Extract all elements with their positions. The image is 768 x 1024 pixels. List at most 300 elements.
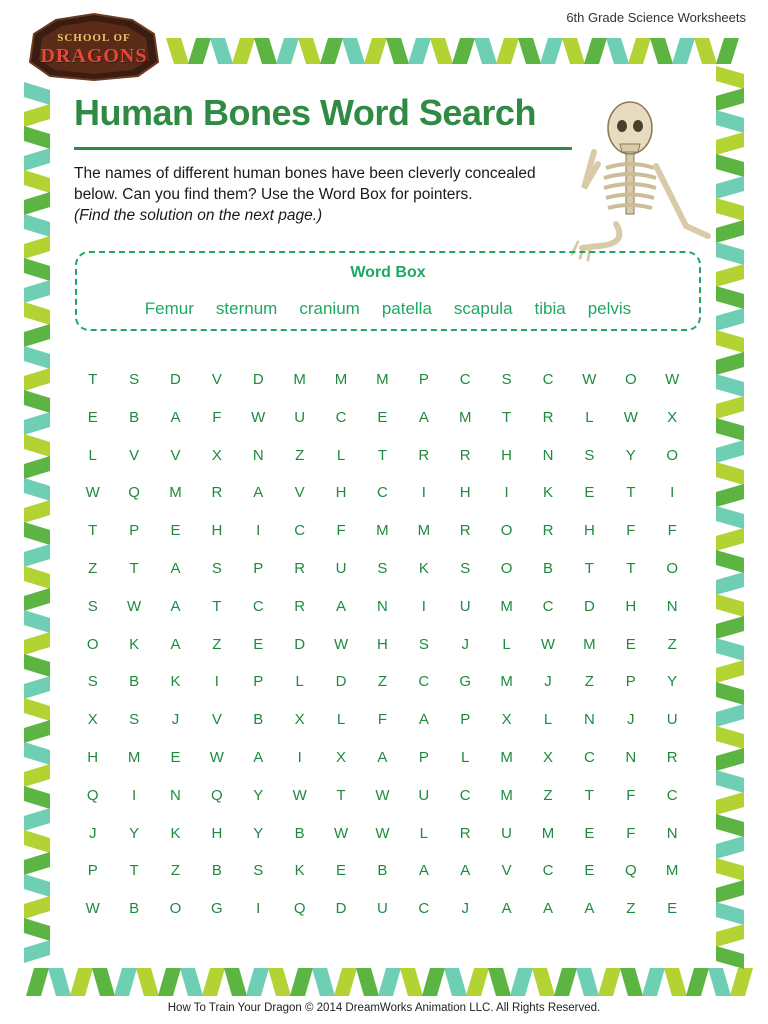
copyright-footer: How To Train Your Dragon © 2014 DreamWorks Animation LLC. All Rights Reserved. — [167, 1002, 601, 1014]
grid-row — [72, 483, 694, 521]
border-tile — [24, 368, 50, 391]
grid-letter[interactable]: E — [667, 900, 678, 918]
grid-letter[interactable]: E — [584, 824, 595, 842]
grid-letter[interactable]: U — [459, 597, 471, 615]
border-tile — [562, 38, 585, 64]
border-tile — [48, 968, 71, 996]
grid-letter[interactable]: J — [544, 673, 552, 691]
grid-letter[interactable]: S — [87, 673, 98, 691]
border-tile — [532, 968, 555, 996]
border-tile — [584, 38, 607, 64]
border-tile — [488, 968, 511, 996]
grid-letter[interactable]: H — [335, 484, 347, 502]
grid-letter[interactable]: T — [88, 371, 98, 388]
grid-letter[interactable]: M — [500, 673, 513, 691]
grid-letter[interactable]: F — [626, 522, 636, 540]
grid-letter[interactable]: F — [336, 522, 346, 540]
grid-letter[interactable]: Z — [626, 900, 636, 918]
grid-letter[interactable]: N — [666, 597, 678, 615]
grid-letter[interactable]: D — [170, 371, 181, 388]
border-tile — [24, 566, 50, 589]
grid-letter[interactable]: A — [542, 900, 553, 918]
grid-letter[interactable]: K — [170, 824, 181, 842]
grid-letter[interactable]: M — [458, 408, 472, 426]
grid-letter[interactable]: A — [170, 635, 181, 653]
border-tile — [730, 968, 753, 996]
grid-letter[interactable]: B — [377, 862, 388, 880]
grid-letter[interactable]: W — [623, 408, 638, 426]
grid-letter[interactable]: M — [500, 597, 513, 615]
grid-letter[interactable]: W — [665, 371, 680, 388]
school-of-dragons-logo[interactable] — [26, 12, 162, 82]
grid-letter[interactable]: L — [336, 446, 346, 464]
grid-letter[interactable]: W — [333, 824, 349, 842]
grid-letter[interactable]: Z — [667, 635, 677, 653]
grid-letter[interactable]: H — [625, 597, 637, 615]
grid-letter[interactable]: T — [88, 522, 98, 540]
grid-letter[interactable]: I — [256, 522, 261, 540]
grid-letter[interactable]: E — [336, 862, 347, 880]
grid-letter[interactable]: L — [461, 748, 470, 766]
grid-letter[interactable]: O — [624, 371, 637, 388]
grid-letter[interactable]: X — [542, 748, 553, 766]
grid-letter[interactable]: K — [418, 559, 429, 577]
grid-letter[interactable]: T — [212, 597, 222, 615]
border-tile — [24, 214, 50, 237]
grid-letter[interactable]: W — [127, 597, 142, 615]
grid-letter[interactable]: Q — [293, 900, 306, 918]
grid-letter[interactable]: D — [335, 673, 347, 691]
grid-letter[interactable]: I — [297, 748, 302, 766]
border-tile — [716, 88, 744, 111]
grid-letter[interactable]: T — [502, 408, 512, 426]
grid-letter[interactable]: L — [336, 711, 346, 729]
grid-letter[interactable]: A — [377, 748, 388, 766]
grid-letter[interactable]: M — [665, 862, 679, 880]
border-tile — [576, 968, 599, 996]
grid-letter[interactable]: U — [666, 711, 678, 729]
grid-letter[interactable]: E — [87, 408, 98, 426]
grid-letter[interactable]: J — [461, 635, 469, 653]
grid-letter[interactable]: V — [294, 484, 305, 502]
grid-letter[interactable]: B — [211, 862, 222, 880]
grid-letter[interactable]: U — [377, 900, 388, 918]
border-tile — [24, 82, 50, 105]
grid-letter[interactable]: P — [418, 748, 429, 766]
grid-letter[interactable]: K — [129, 635, 140, 653]
grid-letter[interactable]: W — [251, 408, 266, 426]
grid-letter[interactable]: A — [501, 900, 512, 918]
border-tile — [24, 698, 50, 721]
grid-letter[interactable]: X — [294, 711, 305, 729]
border-tile — [24, 808, 50, 831]
grid-letter[interactable]: Y — [625, 446, 636, 464]
grid-letter[interactable]: X — [211, 446, 222, 464]
grid-letter[interactable]: E — [253, 635, 264, 653]
grid-letter[interactable]: N — [252, 446, 264, 464]
grid-letter[interactable]: V — [129, 446, 140, 464]
grid-letter[interactable]: B — [253, 711, 264, 729]
grid-letter[interactable]: X — [87, 711, 98, 729]
grid-letter[interactable]: S — [87, 597, 98, 615]
grid-letter[interactable]: Q — [211, 786, 223, 804]
grid-letter[interactable]: M — [376, 371, 389, 388]
grid-letter[interactable]: B — [129, 408, 140, 426]
grid-letter[interactable]: D — [583, 597, 595, 615]
word-scapula: scapula — [453, 299, 513, 318]
grid-letter[interactable]: O — [666, 446, 678, 464]
border-tile — [290, 968, 313, 996]
grid-letter[interactable]: M — [417, 522, 431, 540]
grid-letter[interactable]: R — [459, 824, 471, 842]
grid-letter[interactable]: M — [334, 371, 348, 388]
grid-letter[interactable]: K — [294, 862, 305, 880]
grid-letter[interactable]: T — [336, 786, 346, 804]
grid-letter[interactable]: A — [418, 408, 429, 426]
border-tile — [716, 418, 744, 441]
border-tile — [24, 302, 50, 325]
grid-letter[interactable]: M — [583, 635, 596, 653]
grid-letter[interactable]: A — [253, 484, 264, 502]
grid-letter[interactable]: P — [418, 371, 429, 388]
grid-letter[interactable]: S — [460, 559, 471, 577]
border-tile — [158, 968, 181, 996]
grid-letter[interactable]: E — [625, 635, 636, 653]
grid-letter[interactable]: G — [211, 900, 223, 918]
border-tile — [716, 704, 744, 727]
grid-letter[interactable]: R — [418, 446, 430, 464]
grid-letter[interactable]: Y — [667, 673, 678, 691]
solution-note: (Find the solution on the next page.) — [74, 207, 323, 224]
grid-letter[interactable]: I — [132, 786, 137, 804]
grid-letter[interactable]: H — [377, 635, 388, 653]
border-tile — [24, 456, 50, 479]
grid-letter[interactable]: V — [211, 371, 222, 388]
grid-letter[interactable]: W — [209, 748, 224, 766]
grid-row — [72, 597, 694, 635]
grid-letter[interactable]: C — [252, 597, 264, 615]
grid-letter[interactable]: E — [584, 862, 595, 880]
grid-letter[interactable]: K — [170, 673, 181, 691]
grid-letter[interactable]: C — [542, 371, 554, 388]
grid-letter[interactable]: F — [377, 711, 388, 729]
grid-letter[interactable]: D — [252, 371, 264, 388]
border-tile — [716, 198, 744, 221]
border-tile — [422, 968, 445, 996]
logo-subtitle: SCHOOL OF — [57, 32, 131, 44]
grid-letter[interactable]: E — [584, 484, 595, 502]
border-tile — [430, 38, 453, 64]
grid-letter[interactable]: P — [87, 862, 98, 880]
grid-letter[interactable]: C — [459, 786, 471, 804]
grid-letter[interactable]: L — [502, 635, 511, 653]
grid-letter[interactable]: P — [625, 673, 636, 691]
grid-row — [72, 861, 694, 899]
grid-letter[interactable]: V — [170, 446, 181, 464]
border-tile — [606, 38, 629, 64]
grid-letter[interactable]: K — [542, 484, 553, 502]
grid-letter[interactable]: A — [170, 597, 181, 615]
grid-letter[interactable]: Q — [624, 862, 637, 880]
grid-letter[interactable]: C — [294, 522, 306, 540]
border-tile — [364, 38, 387, 64]
grid-letter[interactable]: D — [335, 900, 347, 918]
page-title: Human Bones Word Search — [74, 92, 536, 133]
grid-letter[interactable]: M — [169, 484, 182, 502]
grid-letter[interactable]: A — [584, 900, 595, 918]
grid-letter[interactable]: R — [294, 597, 306, 615]
grid-letter[interactable]: S — [253, 862, 264, 880]
grid-letter[interactable]: P — [129, 522, 140, 540]
grid-letter[interactable]: N — [170, 786, 181, 804]
border-tile — [188, 38, 211, 64]
grid-letter[interactable]: P — [253, 673, 264, 691]
border-tile — [24, 412, 50, 435]
grid-row — [72, 710, 694, 748]
grid-letter[interactable]: J — [171, 711, 180, 729]
grid-letter[interactable]: S — [418, 635, 429, 653]
grid-letter[interactable]: T — [129, 862, 139, 880]
grid-letter[interactable]: F — [667, 522, 677, 540]
grid-row — [72, 370, 694, 408]
grid-letter[interactable]: T — [377, 446, 388, 464]
grid-letter[interactable]: B — [542, 559, 553, 577]
grid-letter[interactable]: R — [211, 484, 223, 502]
grid-letter[interactable]: N — [377, 597, 388, 615]
grid-letter[interactable]: Q — [86, 786, 99, 804]
border-tile — [24, 940, 50, 963]
grid-letter[interactable]: O — [500, 522, 513, 540]
grid-letter[interactable]: H — [459, 484, 471, 502]
border-tile — [202, 968, 225, 996]
border-tile — [664, 968, 687, 996]
border-tile — [378, 968, 401, 996]
border-tile — [24, 588, 50, 611]
grid-letter[interactable]: J — [88, 824, 97, 842]
grid-letter[interactable]: S — [129, 711, 140, 729]
grid-letter[interactable]: A — [253, 748, 264, 766]
grid-letter[interactable]: L — [295, 673, 304, 691]
border-tile — [24, 522, 50, 545]
grid-letter[interactable]: V — [211, 711, 222, 729]
grid-letter[interactable]: W — [540, 635, 556, 653]
grid-letter[interactable]: L — [88, 446, 97, 464]
border-tile — [268, 968, 291, 996]
grid-letter[interactable]: Z — [543, 786, 553, 804]
grid-letter[interactable]: C — [377, 484, 388, 502]
grid-letter[interactable]: I — [504, 484, 509, 502]
grid-letter[interactable]: W — [85, 484, 100, 502]
grid-letter[interactable]: N — [583, 711, 595, 729]
grid-letter[interactable]: U — [294, 408, 306, 426]
grid-letter[interactable]: D — [294, 635, 306, 653]
grid-letter[interactable]: M — [127, 748, 141, 766]
border-tile — [716, 770, 744, 793]
grid-letter[interactable]: N — [542, 446, 554, 464]
grid-letter[interactable]: H — [87, 748, 99, 766]
grid-letter[interactable]: S — [129, 371, 140, 388]
grid-letter[interactable]: T — [584, 786, 594, 804]
border-tile — [716, 66, 744, 89]
grid-row — [72, 672, 694, 710]
grid-letter[interactable]: Z — [170, 862, 181, 880]
grid-letter[interactable]: I — [670, 484, 675, 502]
grid-letter[interactable]: J — [627, 711, 635, 729]
grid-letter[interactable]: L — [543, 711, 553, 729]
grid-letter[interactable]: N — [625, 748, 637, 766]
grid-letter[interactable]: F — [626, 786, 636, 804]
border-tile — [24, 170, 50, 193]
grid-letter[interactable]: W — [292, 786, 307, 804]
grid-letter[interactable]: C — [542, 597, 554, 615]
grid-letter[interactable]: C — [418, 673, 430, 691]
border-tile — [496, 38, 519, 64]
border-tile — [224, 968, 247, 996]
grid-letter[interactable]: M — [541, 824, 555, 842]
grid-letter[interactable]: H — [211, 522, 223, 540]
grid-letter[interactable]: T — [129, 559, 139, 577]
grid-letter[interactable]: N — [666, 824, 678, 842]
border-tile — [92, 968, 115, 996]
grid-letter[interactable]: L — [419, 824, 428, 842]
grid-letter[interactable]: X — [667, 408, 678, 426]
border-tile — [24, 346, 50, 369]
grid-letter[interactable]: O — [169, 900, 182, 918]
word-box-title: Word Box — [350, 264, 426, 281]
grid-letter[interactable]: C — [583, 748, 595, 766]
grid-letter[interactable]: S — [211, 559, 222, 577]
grid-letter[interactable]: U — [335, 559, 347, 577]
grid-letter[interactable]: P — [460, 711, 471, 729]
grid-letter[interactable]: X — [336, 748, 347, 766]
grid-letter[interactable]: W — [85, 900, 100, 918]
grid-letter[interactable]: C — [666, 786, 678, 804]
grid-letter[interactable]: X — [501, 711, 512, 729]
grid-letter[interactable]: S — [501, 371, 512, 388]
grid-letter[interactable]: B — [129, 900, 140, 918]
grid-letter[interactable]: I — [256, 900, 261, 918]
border-tile — [114, 968, 137, 996]
grid-row — [72, 521, 694, 559]
grid-letter[interactable]: S — [584, 446, 595, 464]
border-tile — [716, 792, 744, 815]
border-tile — [518, 38, 541, 64]
grid-letter[interactable]: H — [583, 522, 595, 540]
grid-letter[interactable]: Y — [129, 824, 140, 842]
grid-letter[interactable]: A — [460, 862, 471, 880]
border-tile — [716, 132, 744, 155]
grid-letter[interactable]: R — [459, 446, 471, 464]
grid-letter[interactable]: C — [459, 371, 471, 388]
grid-letter[interactable]: A — [170, 408, 181, 426]
border-tile — [70, 968, 93, 996]
grid-letter[interactable]: Z — [584, 673, 594, 691]
border-tile — [672, 38, 695, 64]
grid-letter[interactable]: U — [501, 824, 513, 842]
grid-letter[interactable]: O — [86, 635, 99, 653]
grid-letter[interactable]: Z — [295, 446, 305, 464]
border-tile — [716, 616, 744, 639]
grid-letter[interactable]: R — [666, 748, 678, 766]
word-tibia: tibia — [534, 299, 566, 318]
grid-letter[interactable]: W — [375, 786, 390, 804]
grid-letter[interactable]: O — [666, 559, 678, 577]
border-tile — [716, 440, 744, 463]
grid-letter[interactable]: L — [585, 408, 594, 426]
grid-letter[interactable]: S — [377, 559, 388, 577]
grid-letter[interactable]: H — [211, 824, 223, 842]
grid-letter[interactable]: G — [459, 673, 472, 691]
grid-letter[interactable]: T — [626, 484, 636, 502]
grid-letter[interactable]: I — [214, 673, 219, 691]
grid-letter[interactable]: Z — [212, 635, 222, 653]
grid-letter[interactable]: C — [542, 862, 554, 880]
border-tile — [24, 786, 50, 809]
grid-row — [72, 824, 694, 862]
grid-letter[interactable]: B — [129, 673, 140, 691]
grid-letter[interactable]: V — [501, 862, 512, 880]
grid-letter[interactable]: U — [418, 786, 430, 804]
grid-letter[interactable]: F — [212, 408, 222, 426]
grid-letter[interactable]: C — [418, 900, 430, 918]
border-tile — [716, 396, 744, 419]
grid-letter[interactable]: Y — [253, 786, 264, 804]
grid-letter[interactable]: F — [626, 824, 636, 842]
grid-letter[interactable]: E — [170, 748, 181, 766]
grid-letter[interactable]: R — [542, 408, 554, 426]
instructions — [74, 163, 574, 226]
border-tile — [510, 968, 533, 996]
grid-letter[interactable]: W — [582, 371, 597, 388]
grid-letter[interactable]: Q — [128, 484, 140, 502]
grid-letter[interactable]: H — [501, 446, 513, 464]
grid-letter[interactable]: Z — [377, 673, 388, 691]
border-tile — [24, 390, 50, 413]
grid-letter[interactable]: Y — [253, 824, 264, 842]
grid-letter[interactable]: R — [294, 559, 306, 577]
grid-letter[interactable]: T — [584, 559, 594, 577]
grid-letter[interactable]: W — [375, 824, 390, 842]
grid-letter[interactable]: T — [626, 559, 636, 577]
grid-letter[interactable]: P — [253, 559, 264, 577]
grid-letter[interactable]: M — [500, 748, 513, 766]
border-tile — [716, 880, 744, 903]
grid-letter[interactable]: A — [336, 597, 347, 615]
border-tile — [386, 38, 409, 64]
grid-letter[interactable]: W — [333, 635, 349, 653]
grid-letter[interactable]: M — [376, 522, 389, 540]
grid-letter[interactable]: R — [542, 522, 554, 540]
border-tile — [24, 500, 50, 523]
grid-letter[interactable]: M — [293, 371, 306, 388]
grid-letter[interactable]: M — [500, 786, 513, 804]
grid-letter[interactable]: E — [377, 408, 388, 426]
border-tile — [24, 236, 50, 259]
grid-letter[interactable]: E — [170, 522, 181, 540]
grid-letter[interactable]: Z — [88, 559, 98, 577]
grid-letter[interactable]: A — [418, 862, 429, 880]
grid-letter[interactable]: O — [500, 559, 513, 577]
grid-letter[interactable]: C — [335, 408, 347, 426]
grid-letter[interactable]: I — [421, 484, 426, 502]
grid-letter[interactable]: A — [418, 711, 429, 729]
grid-letter[interactable]: R — [459, 522, 471, 540]
border-tile — [24, 918, 50, 941]
grid-letter[interactable]: A — [170, 559, 181, 577]
grid-letter[interactable]: I — [421, 597, 426, 615]
grid-letter[interactable]: J — [461, 900, 469, 918]
grid-letter[interactable]: B — [294, 824, 305, 842]
